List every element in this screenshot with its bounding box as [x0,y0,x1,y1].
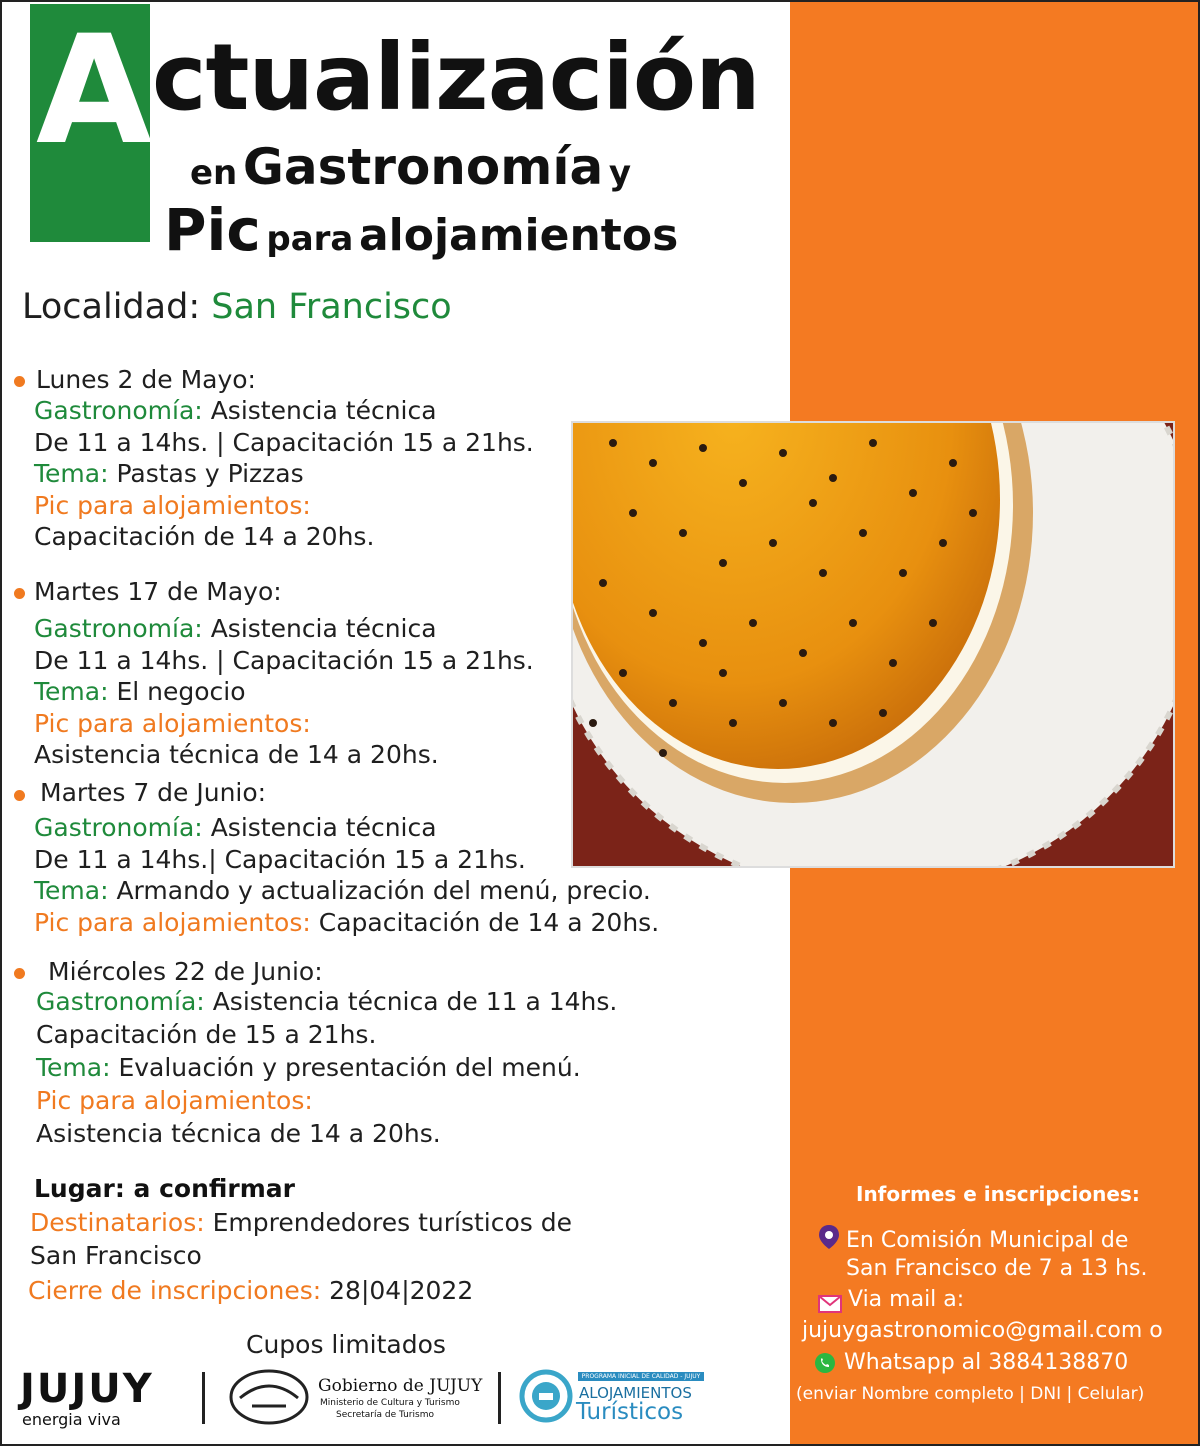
bullet-dot [14,376,25,387]
location-line-2: San Francisco de 7 a 13 hs. [846,1256,1148,1281]
turisticos-title: Turísticos [576,1399,684,1425]
location-pin-icon [818,1224,840,1256]
gobierno-title: Gobierno de JUJUY [318,1376,483,1396]
title-word: ctualización [152,24,760,131]
pic-label: Pic para alojamientos: [36,1086,313,1115]
title-initial: A [36,4,153,178]
session-3-day: Martes 7 de Junio: [40,778,267,807]
mail-icon [818,1294,842,1319]
pic-label: Pic para alojamientos: [34,907,311,937]
lugar-line: Lugar: a confirmar [34,1174,295,1203]
mail-label: Via mail a: [848,1287,965,1312]
gastro-label: Gastronomía: [34,614,203,643]
gobierno-sub-1: Ministerio de Cultura y Turismo [320,1398,460,1408]
locality-label: Localidad: [22,287,201,327]
title-para: para [266,219,354,259]
logo-row [0,1360,790,1440]
cupos-limitados: Cupos limitados [246,1330,446,1359]
pic-label: Pic para alojamientos: [34,708,311,738]
gastro-label: Gastronomía: [34,813,203,842]
gastro-label: Gastronomía: [36,987,205,1016]
logo-separator [202,1372,205,1424]
tema-label: Tema: [34,459,109,488]
tart-photo [571,421,1175,868]
location-line-1: En Comisión Municipal de [846,1228,1129,1253]
session-4-day: Miércoles 22 de Junio: [48,957,323,986]
alojamientos-circle-icon [518,1368,574,1428]
dest-text-2: San Francisco [30,1241,202,1270]
whatsapp-icon [814,1352,836,1380]
dest-label: Destinatarios: [30,1208,205,1237]
gobierno-emblem-icon [228,1368,310,1430]
alojamientos-title: ALOJAMIENTOS [579,1384,692,1402]
title-line-2 [190,138,631,196]
cierre-date: 28|04|2022 [329,1276,474,1305]
session-2-details [34,613,534,771]
whatsapp-number[interactable]: Whatsapp al 3884138870 [844,1350,1129,1375]
bullet-dot [14,790,25,801]
title-line-3 [164,196,678,264]
tema-text: Evaluación y presentación del menú. [118,1053,581,1082]
bullet-dot [14,588,25,599]
tema-text: Pastas y Pizzas [116,459,304,488]
session-3-details [34,812,659,938]
locality-line [22,287,452,327]
logo-separator [498,1372,501,1424]
gastro-text: Asistencia técnica [210,614,437,643]
pic-text: Asistencia técnica de 14 a 20hs. [36,1119,441,1148]
title-initial-box [30,4,153,242]
jujuy-tagline: energia viva [22,1410,121,1429]
gastro-text: Asistencia técnica de 11 a 14hs. [212,987,618,1016]
schedule-line: Capacitación de 15 a 21hs. [36,1020,377,1049]
cierre-label: Cierre de inscripciones: [28,1276,322,1305]
gastro-label: Gastronomía: [34,396,203,425]
title-gastronomia: Gastronomía [242,138,604,196]
title-en: en [190,153,238,193]
session-1-day: Lunes 2 de Mayo: [36,365,256,394]
info-title: Informes e inscripciones: [856,1182,1140,1206]
tema-label: Tema: [36,1053,111,1082]
schedule-line: De 11 a 14hs. | Capacitación 15 a 21hs. [34,645,534,675]
tema-text: Armando y actualización del menú, precio. [116,876,651,905]
programa-banner: PROGRAMA INICIAL DE CALIDAD - JUJUY [578,1372,704,1381]
jujuy-logo-text: JUJUY [20,1366,154,1412]
pic-text: Capacitación de 14 a 20hs. [34,522,375,551]
location-block [846,1227,1147,1283]
tema-label: Tema: [34,677,109,706]
gobierno-sub-2: Secretaría de Turismo [336,1410,434,1420]
gastro-text: Asistencia técnica [210,396,437,425]
info-note: (enviar Nombre completo | DNI | Celular) [796,1384,1145,1404]
tema-text: El negocio [116,677,246,706]
title-y: y [608,153,631,193]
session-2-day: Martes 17 de Mayo: [34,577,282,606]
title-alojamientos: alojamientos [358,210,679,261]
pic-text: Capacitación de 14 a 20hs. [318,907,660,937]
gastro-text: Asistencia técnica [210,813,437,842]
locality-value: San Francisco [211,287,452,327]
bullet-dot [14,968,25,979]
tart-illustration [573,423,1173,866]
title-pic: Pic [164,196,261,264]
session-4-details [36,985,617,1150]
pic-text: Asistencia técnica de 14 a 20hs. [34,740,439,769]
session-1-details [34,395,534,553]
schedule-line: De 11 a 14hs. | Capacitación 15 a 21hs. [34,427,534,457]
dest-text: Emprendedores turísticos de [212,1208,572,1237]
email-address[interactable]: jujuygastronomico@gmail.com o [802,1318,1163,1343]
pic-label: Pic para alojamientos: [34,490,311,520]
destinatarios-block [30,1206,572,1272]
tema-label: Tema: [34,876,109,905]
schedule-line: De 11 a 14hs.| Capacitación 15 a 21hs. [34,844,526,874]
cierre-line [28,1276,473,1305]
